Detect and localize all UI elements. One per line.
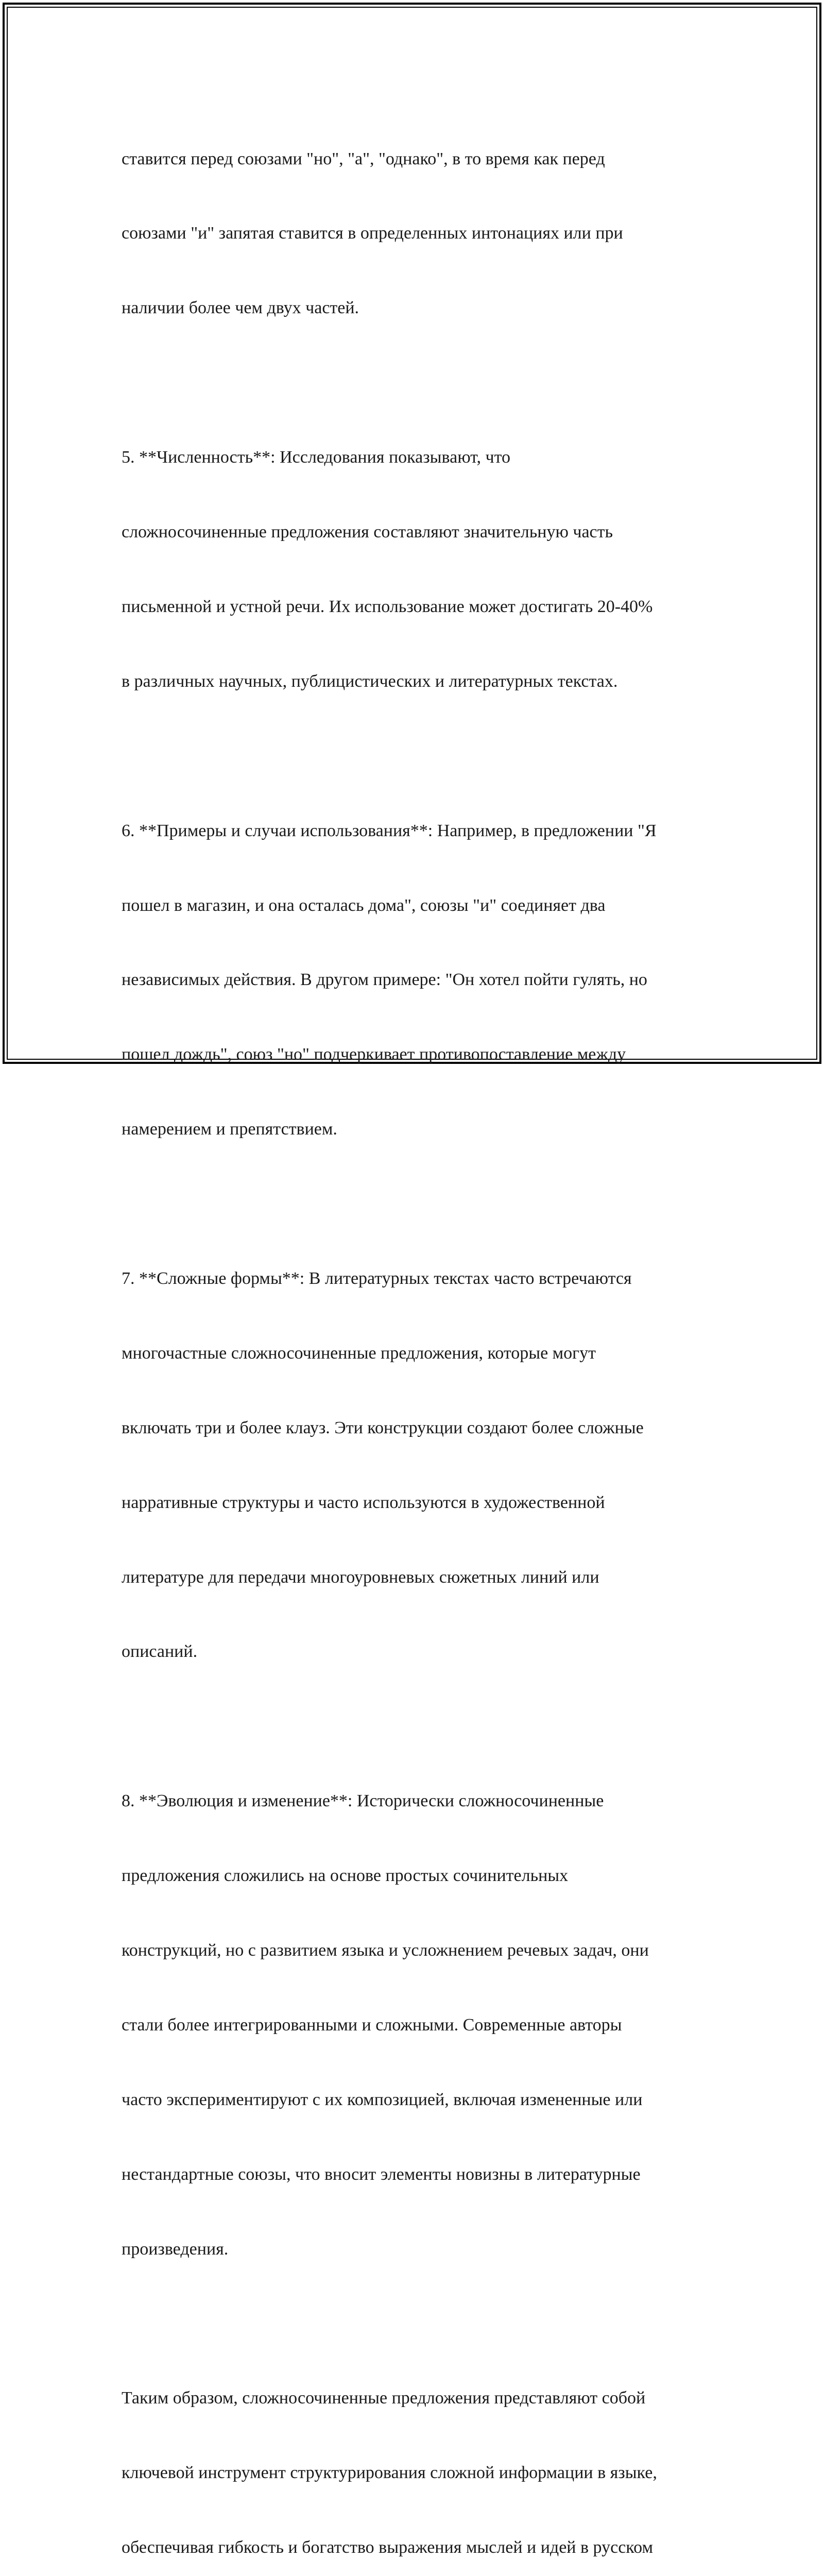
text-line: 7. **Сложные формы**: В литературных текстах часто встречаются xyxy=(122,1268,632,1288)
text-line: пошел дождь", союз "но" подчеркивает противопоставление между xyxy=(122,1045,626,1064)
paragraph-item-6 xyxy=(122,769,714,1192)
paragraph-item-7 xyxy=(122,1216,714,1714)
text-line: Таким образом, сложносочиненные предложения представляют собой xyxy=(122,2388,646,2408)
document-body xyxy=(122,97,714,2576)
text-line: 6. **Примеры и случаи использования**: Например, в предложении "Я xyxy=(122,821,657,840)
text-line: стали более интегрированными и сложными. Современные авторы xyxy=(122,2015,622,2035)
text-line: наличии более чем двух частей. xyxy=(122,298,359,318)
paragraph-item-5 xyxy=(122,396,714,744)
text-line: союзами "и" запятая ставится в определенных интонациях или при xyxy=(122,224,623,243)
text-line: литературе для передачи многоуровневых сюжетных линий или xyxy=(122,1567,599,1587)
text-line: намерением и препятствием. xyxy=(122,1120,337,1139)
text-line: 8. **Эволюция и изменение**: Исторически сложносочиненные xyxy=(122,1791,604,1811)
text-line: ставится перед союзами "но", "а", "однако", в то время как перед xyxy=(122,149,605,168)
paragraph-conclusion xyxy=(122,2336,714,2576)
text-line: сложносочиненные предложения составляют значительную часть xyxy=(122,522,613,542)
text-line: 5. **Численность**: Исследования показывают, что xyxy=(122,448,510,467)
text-line: описаний. xyxy=(122,1642,198,1662)
text-line: обеспечивая гибкость и богатство выражения мыслей и идей в русском xyxy=(122,2538,653,2557)
text-line: нарративные структуры и часто используются в художественной xyxy=(122,1493,605,1512)
text-line: ключевой инструмент структурирования сложной информации в языке, xyxy=(122,2463,657,2483)
paragraph-item-8 xyxy=(122,1739,714,2312)
paragraph-continuation xyxy=(122,97,714,370)
text-line: конструкций, но с развитием языка и усложнением речевых задач, они xyxy=(122,1940,649,1960)
text-line: включать три и более клауз. Эти конструкции создают более сложные xyxy=(122,1418,644,1437)
text-line: независимых действия. В другом примере: "Он хотел пойти гулять, но xyxy=(122,970,647,990)
text-line: предложения сложились на основе простых сочинительных xyxy=(122,1866,569,1886)
text-line: произведения. xyxy=(122,2239,229,2259)
text-line: письменной и устной речи. Их использование может достигать 20-40% xyxy=(122,597,653,616)
text-line: нестандартные союзы, что вносит элементы новизны в литературные xyxy=(122,2164,641,2184)
text-line: многочастные сложносочиненные предложения, которые могут xyxy=(122,1343,596,1363)
text-line: пошел в магазин, и она осталась дома", союзы "и" соединяет два xyxy=(122,895,606,915)
text-line: часто экспериментируют с их композицией, включая измененные или xyxy=(122,2090,643,2109)
text-line: в различных научных, публицистических и литературных текстах. xyxy=(122,671,618,691)
